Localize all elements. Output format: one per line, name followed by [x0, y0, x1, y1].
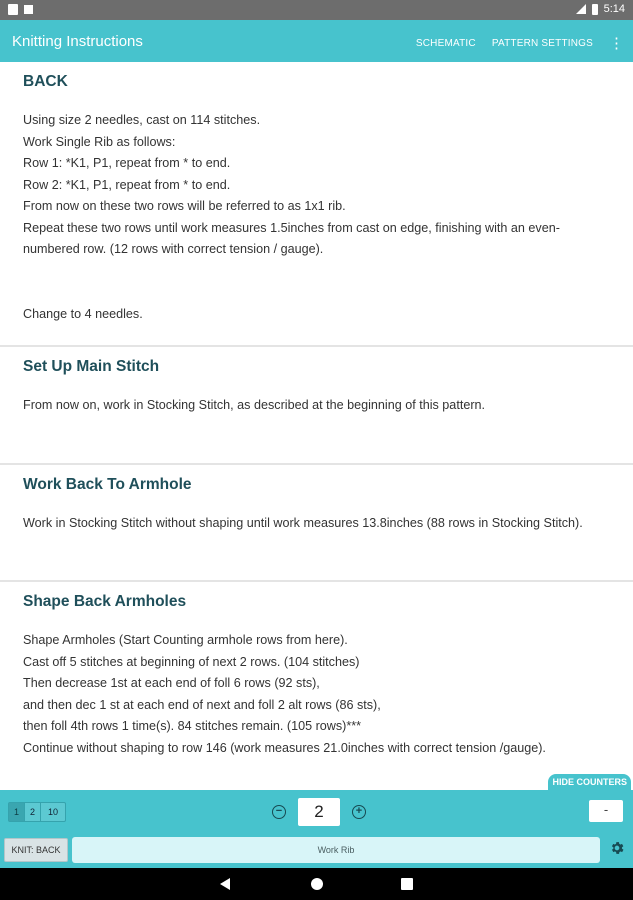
section-back — [0, 62, 633, 347]
app-bar — [0, 20, 633, 62]
section-body — [23, 500, 609, 535]
section-title: BACK — [23, 73, 68, 90]
schematic-button[interactable]: SCHEMATIC — [415, 37, 476, 49]
pattern-settings-button[interactable]: PATTERN SETTINGS — [491, 37, 593, 49]
battery-icon — [592, 4, 598, 15]
instruction-line: Shape Armholes (Start Counting armhole rows from here). — [23, 633, 348, 647]
increment-selector — [8, 802, 66, 822]
plus-circle-icon[interactable]: + — [352, 805, 366, 819]
spacer — [23, 261, 609, 304]
current-row-stitch[interactable]: Work Rib — [72, 837, 600, 863]
section-work-back-to-armhole — [0, 465, 633, 582]
row-counter-bar — [0, 790, 633, 868]
increment-option-10[interactable]: 10 — [47, 807, 58, 817]
instruction-line: Row 2: *K1, P1, repeat from * to end. — [23, 177, 231, 192]
increment-option-1[interactable]: 1 — [9, 803, 25, 821]
row-count: 2 — [298, 798, 340, 826]
section-title: Shape Back Armholes — [23, 593, 187, 610]
instruction-line: Repeat these two rows until work measures 1.5inches from cast on edge, finishing with an even-numbered row. (12 rows with correct tension / gauge). — [23, 220, 560, 256]
section-body — [23, 617, 609, 759]
instruction-line: From now on these two rows will be referred to as 1x1 rib. — [23, 199, 346, 213]
instruction-line: Continue without shaping to row 146 (work measures 21.0inches with correct tension /gauge). — [23, 740, 546, 755]
minus-circle-icon[interactable]: − — [272, 805, 286, 819]
knit-piece-button[interactable]: KNIT: BACK — [4, 838, 68, 862]
instruction-line: Cast off 5 stitches at beginning of next 2 rows. (104 stitches) — [23, 654, 360, 669]
status-time: 5:14 — [603, 3, 625, 15]
section-title: Work Back To Armhole — [23, 476, 192, 493]
app-title: Knitting Instructions — [12, 33, 143, 50]
section-body — [23, 97, 609, 325]
nav-recents-icon[interactable] — [401, 878, 413, 890]
decrement-button[interactable]: - — [589, 800, 623, 822]
instruction-line: Work in Stocking Stitch without shaping until work measures 13.8inches (88 rows in Stocking Stitch). — [23, 516, 583, 530]
system-nav-bar — [0, 868, 633, 900]
increment-option-2[interactable]: 2 — [25, 803, 41, 821]
instruction-line: then foll 4th rows 1 time(s). 84 stitches remain. (105 rows)*** — [23, 719, 362, 733]
instructions-list[interactable] — [0, 62, 633, 790]
instruction-line: Work Single Rib as follows: — [23, 134, 176, 149]
nav-back-icon[interactable] — [220, 878, 230, 890]
instruction-line: Row 1: *K1, P1, repeat from * to end. — [23, 156, 231, 170]
hide-counters-button[interactable]: HIDE COUNTERS — [548, 774, 631, 790]
notification-icon — [8, 4, 18, 15]
status-bar — [0, 0, 633, 20]
instruction-line: Using size 2 needles, cast on 114 stitches. — [23, 113, 261, 127]
instruction-line: From now on, work in Stocking Stitch, as described at the beginning of this pattern. — [23, 398, 486, 412]
nav-home-icon[interactable] — [311, 878, 323, 890]
section-set-up-main-stitch — [0, 347, 633, 465]
notification-icon — [24, 5, 33, 14]
more-vert-icon[interactable]: ⋮ — [609, 35, 625, 52]
instruction-line: Change to 4 needles. — [23, 306, 143, 321]
instruction-line: Then decrease 1st at each end of foll 6 rows (92 sts), — [23, 676, 320, 690]
section-title: Set Up Main Stitch — [23, 358, 160, 375]
signal-icon — [576, 4, 586, 14]
section-body — [23, 382, 609, 417]
section-shape-back-armholes — [0, 582, 633, 790]
gear-icon[interactable] — [609, 840, 625, 856]
instruction-line: and then dec 1 st at each end of next and foll 2 alt rows (86 sts), — [23, 697, 381, 712]
row-counter — [272, 798, 366, 826]
